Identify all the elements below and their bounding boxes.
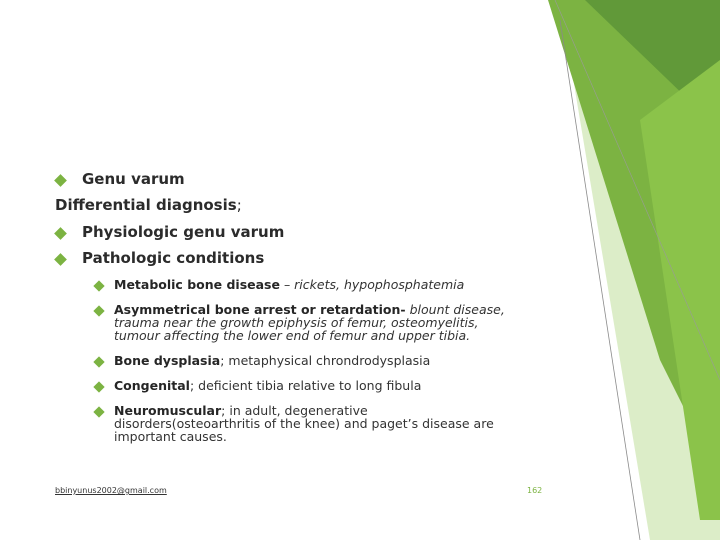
sub-item-label: Bone dysplasia <box>114 353 221 368</box>
sub-item-label: Asymmetrical bone arrest or retardation- <box>114 302 406 317</box>
sub-item-detail: ; deficient tibia relative to long fibula <box>189 378 422 393</box>
sub-item-bone-dysplasia <box>114 354 430 367</box>
sub-item-separator: – <box>279 277 295 292</box>
sub-item-label: Congenital <box>114 378 190 393</box>
heading-suffix: ; <box>236 196 242 214</box>
footer-email-link[interactable]: bbinyunus2002@gmail.com <box>55 486 167 495</box>
sub-item-metabolic <box>114 278 464 291</box>
sub-item-detail: trauma near the growth epiphysis of femur, osteomyelitis, <box>114 315 479 330</box>
sub-item-detail: disorders(osteoarthritis of the knee) and paget’s disease are <box>114 416 494 431</box>
bullet-genu-varum: Genu varum <box>82 170 185 188</box>
sub-item-line-3 <box>114 430 494 443</box>
sub-item-detail: important causes. <box>114 429 227 444</box>
sub-item-detail: ; in adult, degenerative <box>221 403 368 418</box>
sub-item-asymmetrical <box>114 303 505 342</box>
heading-text: Differential diagnosis <box>55 196 237 214</box>
bullet-physiologic-genu-varum: Physiologic genu varum <box>82 223 285 241</box>
sub-item-neuromuscular <box>114 404 494 443</box>
bullet-pathologic-conditions: Pathologic conditions <box>82 249 265 267</box>
differential-diagnosis-heading <box>55 196 242 214</box>
page-number: 162 <box>527 486 543 495</box>
sub-item-congenital <box>114 379 421 392</box>
sub-item-line-3 <box>114 329 505 342</box>
sub-item-detail: blount disease, <box>409 302 505 317</box>
sub-item-label: Metabolic bone disease <box>114 277 280 292</box>
sub-item-detail: rickets, hypophosphatemia <box>294 277 465 292</box>
sub-item-detail: tumour affecting the lower end of femur and upper tibia. <box>114 328 471 343</box>
sub-item-label: Neuromuscular <box>114 403 222 418</box>
sub-item-detail: ; metaphysical chrondrodysplasia <box>220 353 431 368</box>
